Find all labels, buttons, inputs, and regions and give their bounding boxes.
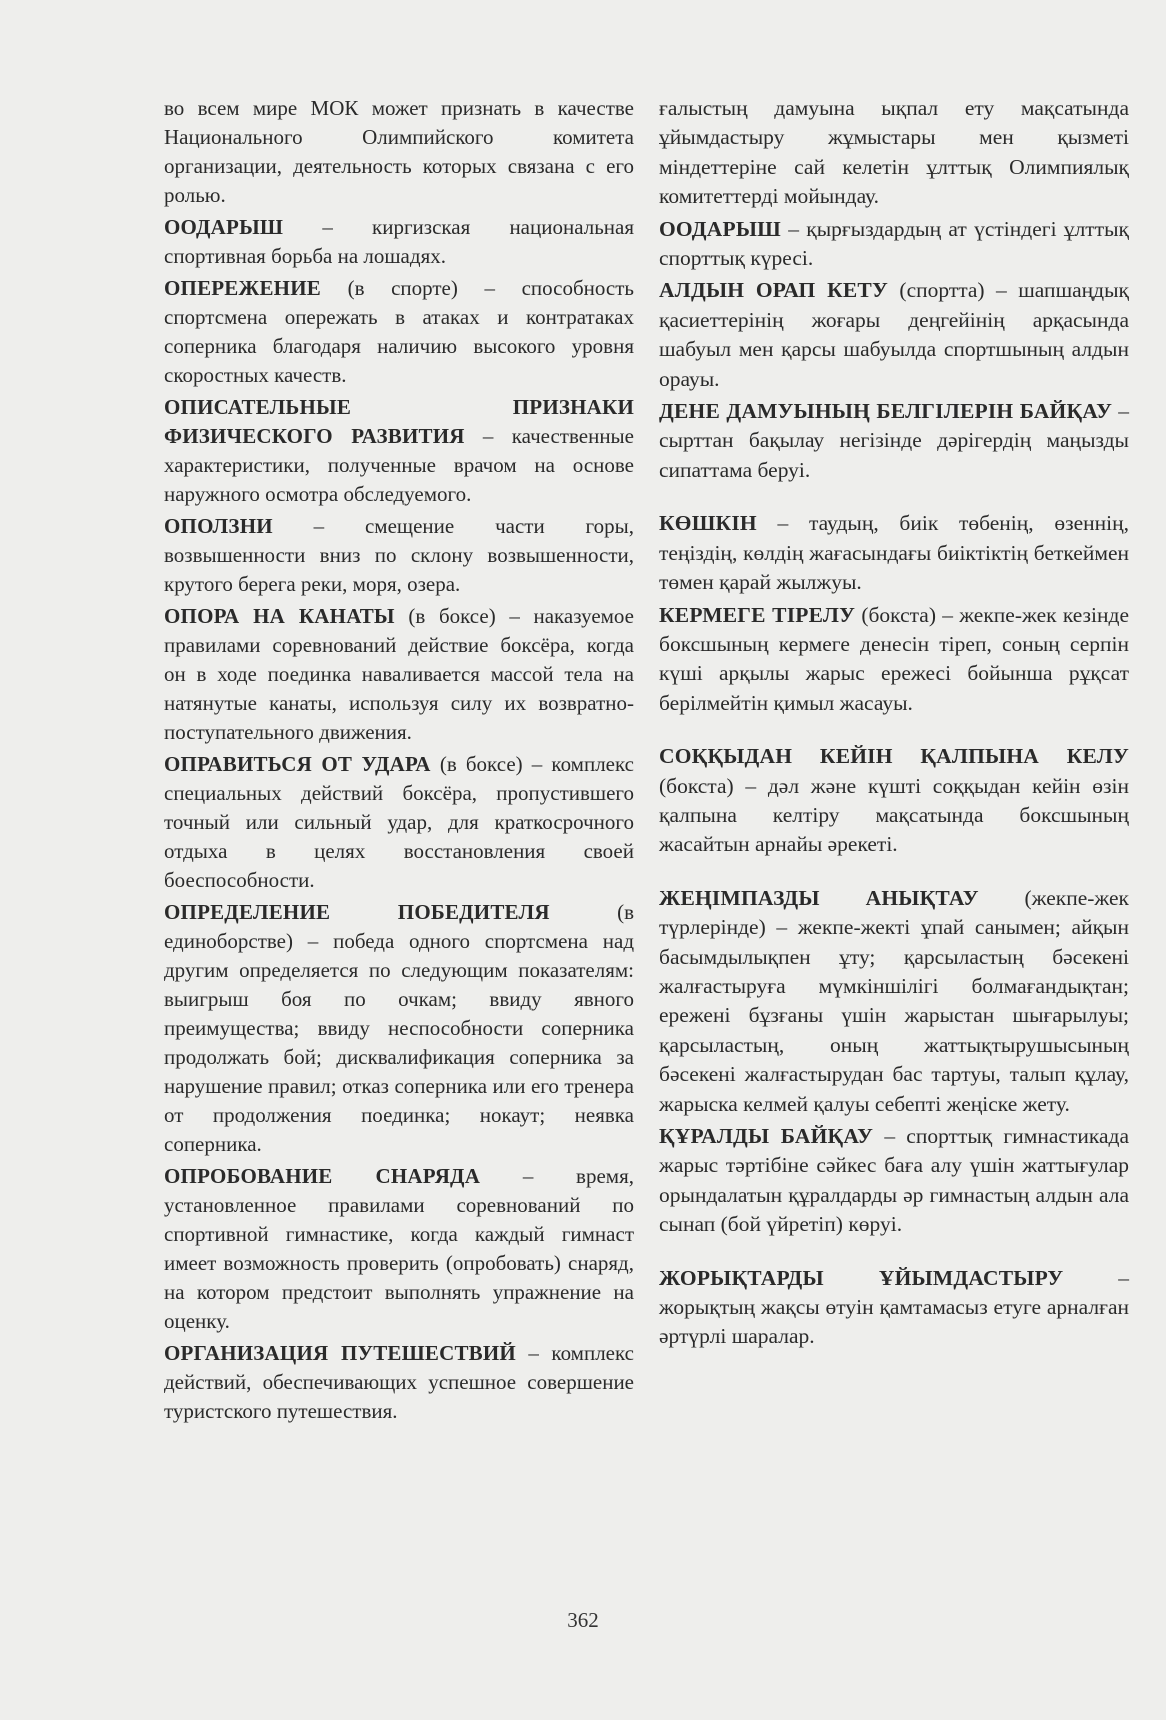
entry-definition: (в боксе) – комплекс специальных действий боксёра, пропустившего точный или сильный удар, для краткосрочного отдыха в целях восстановления своей боеспособности. — [164, 752, 634, 892]
left-entry — [164, 1162, 634, 1336]
entry-definition: – қырғыздардың ат үстіндегі ұлттық спорттық күресі. — [659, 216, 1129, 271]
entry-definition: (в единоборстве) – победа одного спортсмена над другим определяется по следующим показателям: выигрыш боя по очкам; ввиду явного преимущества; ввиду неспособности соперника продолжать бой; дисквалификация соперника за нарушение правил; отказ соперника или его тренера от продолжения поединка; нокаут; неявка соперника. — [164, 900, 634, 1156]
left-entry — [164, 393, 634, 509]
right-entry — [659, 742, 1129, 860]
right-column — [659, 94, 1129, 1355]
right-entry — [659, 601, 1129, 719]
entry-term: ООДАРЫШ — [659, 216, 781, 241]
left-entry — [164, 1339, 634, 1426]
entry-definition: – смещение части горы, возвышенности вниз по склону возвышенности, крутого берега реки, моря, озера. — [164, 514, 634, 596]
entry-term: ОПОРА НА КАНАТЫ — [164, 604, 395, 628]
entry-definition: (спортта) – шапшаңдық қасиеттерінің жоғары деңгейінің арқасында шабуыл мен қарсы шабуылда спортшының алдын орауы. — [659, 278, 1129, 391]
entry-term: ЖОРЫҚТАРДЫ ҰЙЫМДАСТЫРУ — [659, 1265, 1064, 1290]
entry-definition: – таудың, биік төбенің, өзеннің, теңіздің, көлдің жағасындағы биіктіктің беткеймен төмен қарай жылжуы. — [659, 511, 1129, 595]
entry-term: СОҚҚЫДАН КЕЙІН ҚАЛПЫНА КЕЛУ — [659, 744, 1129, 769]
entry-definition: – киргизская национальная спортивная борьба на лошадях. — [164, 215, 634, 268]
entry-term: ДЕНЕ ДАМУЫНЫҢ БЕЛГІЛЕРІН БАЙҚАУ — [659, 399, 1113, 424]
entry-term: ОПРАВИТЬСЯ ОТ УДАРА — [164, 752, 431, 776]
page-number: 362 — [567, 1608, 599, 1632]
entry-term: КЕРМЕГЕ ТІРЕЛУ — [659, 602, 856, 627]
entry-definition: – качественные характеристики, полученные врачом на основе наружного осмотра обследуемого. — [164, 424, 634, 506]
entry-definition: (бокста) – дәл және күшті соққыдан кейін өзін қалпына келтіру мақсатында боксшының жасайтын арнайы әрекеті. — [659, 773, 1129, 857]
right-entry — [659, 397, 1129, 485]
left-entry — [164, 94, 634, 210]
entry-term: ООДАРЫШ — [164, 215, 284, 239]
left-entry — [164, 750, 634, 895]
entry-definition: (жекпе-жек түрлерінде) – жекпе-жекті ұпай санымен; айқын басымдылықпен ұту; қарсыластың бәсекені жалғастыруға мүмкіншілігі болмағандықтан; ережені бұзғаны үшін жарыстан шығарылуы; қарсыластың, оның жаттықтырушысының бәсекені жалғастырудан бас тартуы, талып құлау, жарыска келмей қалуы себепті жеңіске жету. — [659, 885, 1129, 1116]
entry-term: КӨШКІН — [659, 511, 757, 536]
left-column — [164, 94, 634, 1429]
entry-definition: во всем мире МОК может признать в качестве Национального Олимпийского комитета организации, деятельность которых связана с его ролью. — [164, 96, 634, 207]
left-entry — [164, 512, 634, 599]
entry-definition: ғалыстың дамуына ықпал ету мақсатында ұйымдастыру жұмыстары мен қызметі міндеттеріне сай келетін ұлттық Олимпиялық комитеттерді мойындау. — [659, 96, 1129, 209]
right-entry — [659, 1122, 1129, 1240]
left-entry — [164, 213, 634, 271]
entry-term: АЛДЫН ОРАП КЕТУ — [659, 278, 888, 303]
left-entry — [164, 274, 634, 390]
right-entry — [659, 215, 1129, 274]
entry-definition: (в спорте) – способность спортсмена опережать в атаках и контратаках соперника благодаря наличию высокого уровня скоростных качеств. — [164, 276, 634, 387]
entry-term: ОПРОБОВАНИЕ СНАРЯДА — [164, 1164, 481, 1188]
entry-term: ЖЕҢІМПАЗДЫ АНЫҚТАУ — [659, 885, 979, 910]
right-entry — [659, 509, 1129, 597]
right-entry — [659, 1264, 1129, 1352]
entry-term: ОПОЛЗНИ — [164, 514, 273, 538]
entry-term: ОПРЕДЕЛЕНИЕ ПОБЕДИТЕЛЯ — [164, 900, 550, 924]
right-entry — [659, 94, 1129, 212]
entry-definition: (бокста) – жекпе-жек кезінде боксшының кермеге денесін тіреп, соның серпін күші арқылы жарыс ережесі бойынша рұқсат берілмейтін қимыл жасауы. — [659, 602, 1129, 715]
left-entry — [164, 602, 634, 747]
right-entry — [659, 276, 1129, 394]
entry-definition: – комплекс действий, обеспечивающих успешное совершение туристского путешествия. — [164, 1341, 634, 1423]
left-entry — [164, 898, 634, 1159]
entry-term: ОПИСАТЕЛЬНЫЕ ПРИЗНАКИ ФИЗИЧЕСКОГО РАЗВИТИЯ — [164, 395, 634, 448]
entry-term: ОПЕРЕЖЕНИЕ — [164, 276, 321, 300]
entry-definition: – время, установленное правилами соревнований по спортивной гимнастике, когда каждый гимнаст имеет возможность проверить (опробовать) снаряд, на котором предстоит выполнять упражнение на оценку. — [164, 1164, 634, 1333]
entry-term: ОРГАНИЗАЦИЯ ПУТЕШЕСТВИЙ — [164, 1341, 516, 1365]
entry-definition: (в боксе) – наказуемое правилами соревнований действие боксёра, когда он в ходе поединка наваливается массой тела на натянутые канаты, используя силу их возвратно-поступательного движения. — [164, 604, 635, 744]
entry-definition: – жорықтың жақсы өтуін қамтамасыз етуге арналған әртүрлі шаралар. — [659, 1265, 1129, 1349]
entry-definition: – спорттық гимнастикада жарыс тәртібіне сәйкес баға алу үшін жаттығулар орындалатын құралдарды әр гимнастың алдын ала сынап (бой үйретіп) көруі. — [659, 1124, 1130, 1237]
entry-term: ҚҰРАЛДЫ БАЙҚАУ — [659, 1124, 874, 1148]
entry-definition: – сырттан бақылау негізінде дәрігердің маңызды сипаттама беруі. — [659, 399, 1129, 482]
right-entry — [659, 884, 1129, 1119]
